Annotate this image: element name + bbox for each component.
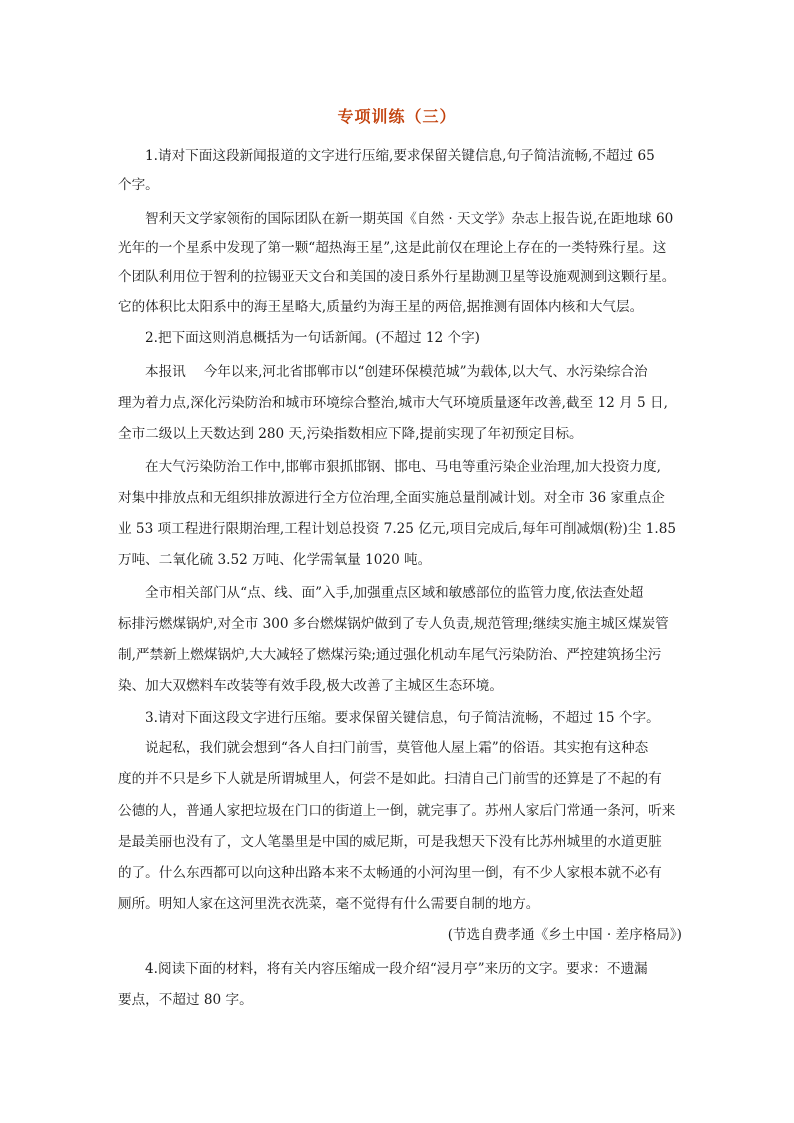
q1-passage-line: 智利天文学家领衔的国际团队在新一期英国《自然 · 天文学》杂志上报告说,在距地球 60 [145,211,674,227]
q1-prompt-line-2: 个字。 [118,177,159,193]
q3-passage-line: 厕所。明知人家在这河里洗衣洗菜，毫不觉得有什么需要自制的地方。 [118,896,540,912]
page-title: 专项训练（三） [337,107,457,126]
q2-para3-line: 标排污燃煤锅炉,对全市 300 多台燃煤锅炉做到了专人负责,规范管理;继续实施主城区煤炭管 [118,616,669,632]
q2-para3-line: 染、加大双燃料车改装等有效手段,极大改善了主城区生态环境。 [118,678,503,694]
q1-passage-line: 它的体积比太阳系中的海王星略大,质量约为海王星的两倍,据推测有固体内核和大气层。 [118,299,644,315]
q3-passage-line: 公德的人，普通人家把垃圾在门口的街道上一倒，就完事了。苏州人家后门常通一条河，听来 [118,803,676,819]
q1-prompt-line-1: 1.请对下面这段新闻报道的文字进行压缩,要求保留关键信息,句子简洁流畅,不超过 65 [145,148,655,164]
q2-para1-line: 本报讯 今年以来,河北省邯郸市以“创建环保模范城”为载体,以大气、水污染综合治 [145,364,648,380]
q2-para3-line: 全市相关部门从“点、线、面”入手,加强重点区域和敏感部位的监管力度,依法查处超 [145,585,644,601]
q3-passage-line: 的了。什么东西都可以向这种出路本来不太畅通的小河沟里一倒，有不少人家根本就不必有 [118,865,662,881]
q4-prompt-line-2: 要点，不超过 80 字。 [118,992,253,1008]
q3-passage-line: 度的并不只是乡下人就是所谓城里人，何尝不是如此。扫清自己门前雪的还算是了不起的有 [118,771,662,787]
q2-para1-line: 理为着力点,深化污染防治和城市环境综合整治,城市大气环境质量逐年改善,截至 12 月 5 日, [118,395,668,411]
q3-prompt: 3.请对下面这段文字进行压缩。要求保留关键信息，句子简洁流畅，不超过 15 个字。 [145,710,660,726]
q1-passage-line: 个团队利用位于智利的拉锡亚天文台和美国的凌日系外行星勘测卫星等设施观测到这颗行星。 [118,269,676,285]
q3-passage-line: 说起私，我们就会想到“各人自扫门前雪，莫管他人屋上霜”的俗语。其实抱有这种态 [145,740,649,756]
q2-prompt: 2.把下面这则消息概括为一句话新闻。(不超过 12 个字) [145,330,480,346]
q2-para3-line: 制,严禁新上燃煤锅炉,大大减轻了燃煤污染;通过强化机动车尾气污染防治、严控建筑扬尘污 [118,647,662,663]
q2-para1-line: 全市二级以上天数达到 280 天,污染指数相应下降,提前实现了年初预定目标。 [118,426,583,442]
q2-para2-line: 业 53 项工程进行限期治理,工程计划总投资 7.25 亿元,项目完成后,每年可削减烟(粉)尘 1.85 [118,521,677,537]
q3-passage-line: 是最美丽也没有了，文人笔墨里是中国的威尼斯，可是我想天下没有比苏州城里的水道更脏 [118,834,662,850]
q2-para2-line: 对集中排放点和无组织排放源进行全方位治理,全面实施总量削减计划。对全市 36 家重点企 [118,490,665,506]
q3-source-citation: (节选自费孝通《乡土中国 · 差序格局》) [447,927,682,943]
q4-prompt-line-1: 4.阅读下面的材料，将有关内容压缩成一段介绍“浸月亭”来历的文字。要求：不遗漏 [145,961,648,977]
q1-passage-line: 光年的一个星系中发现了第一颗“超热海王星”,这是此前仅在理论上存在的一类特殊行星。这 [118,240,667,256]
q2-para2-line: 在大气污染防治工作中,邯郸市狠抓邯钢、邯电、马电等重污染企业治理,加大投资力度, [145,459,661,475]
q2-para2-line: 万吨、二氧化硫 3.52 万吨、化学需氧量 1020 吨。 [118,552,432,568]
